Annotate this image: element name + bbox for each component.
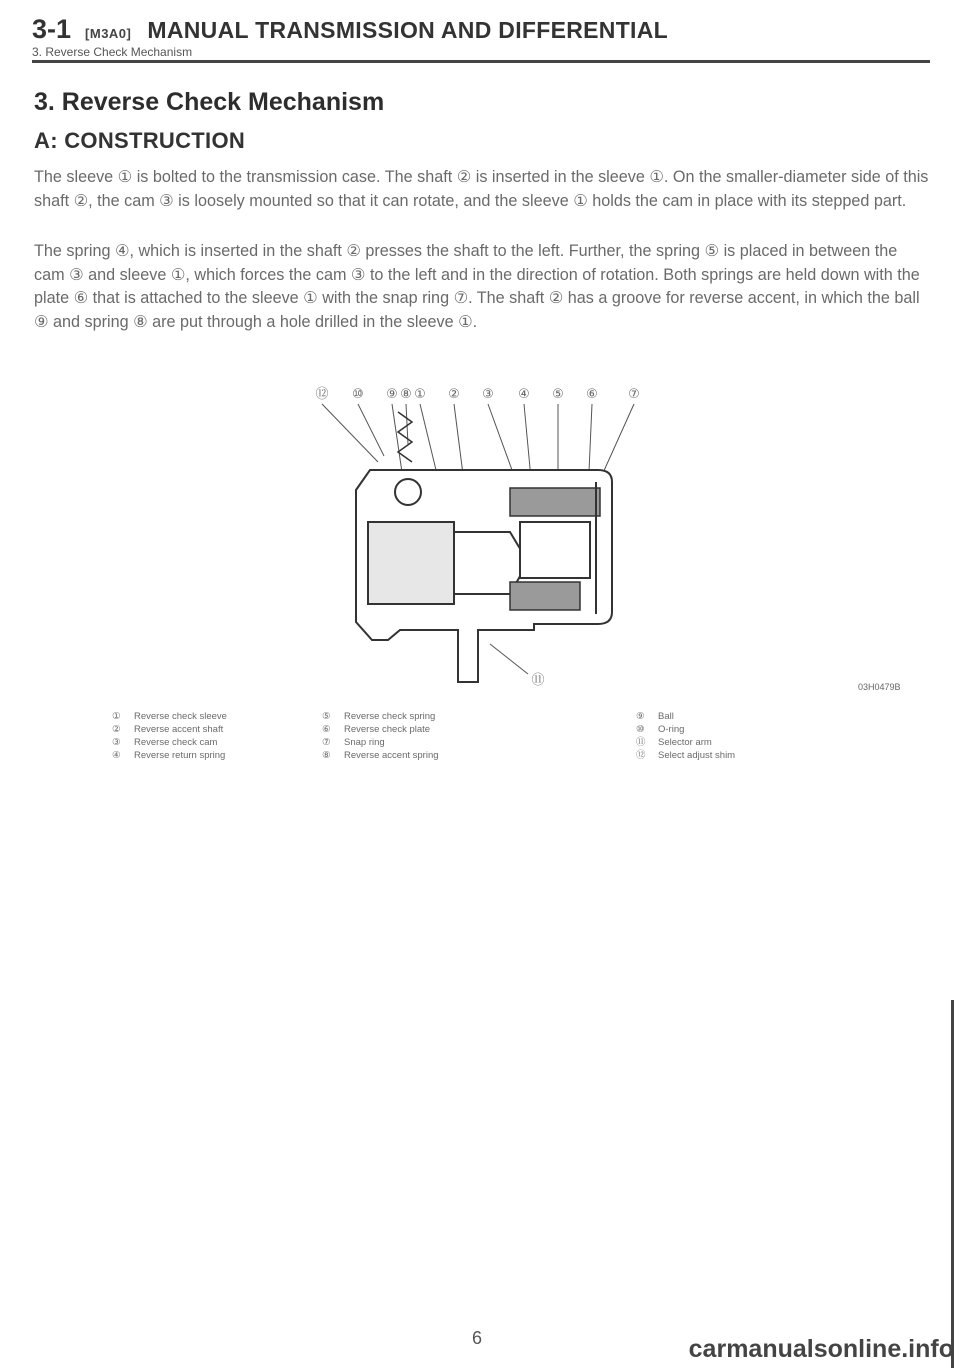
legend-item: ⑫ Select adjust shim (636, 750, 736, 761)
footer-watermark: carmanualsonline.info (688, 1335, 954, 1363)
callout-12: ⑫ (315, 387, 329, 402)
subsection-title: A: CONSTRUCTION (34, 128, 246, 153)
callout-3: ③ (482, 387, 494, 402)
callout-8: ⑧ (400, 387, 412, 402)
legend-item: ⑧ Reverse accent spring (322, 750, 439, 761)
callout-5: ⑤ (552, 387, 564, 402)
legend-column-2 (322, 710, 439, 762)
section-title: 3. Reverse Check Mechanism (34, 88, 385, 116)
callout-6: ⑥ (586, 387, 598, 402)
legend-column-1 (112, 710, 227, 762)
page-number: 6 (472, 1328, 483, 1348)
legend-item: ⑦ Snap ring (322, 737, 385, 748)
legend-item: ① Reverse check sleeve (112, 711, 227, 722)
legend-item: ⑥ Reverse check plate (322, 724, 431, 735)
callout-1: ① (414, 387, 426, 402)
header-rule (32, 60, 930, 63)
figure-code: 03H0479B (858, 682, 901, 692)
manual-title: MANUAL TRANSMISSION AND DIFFERENTIAL (147, 17, 668, 43)
callout-4: ④ (518, 387, 530, 402)
callout-11: ⑪ (531, 673, 545, 688)
legend-column-3 (636, 710, 735, 762)
legend-item: ⑤ Reverse check spring (322, 711, 436, 722)
legend-item: ② Reverse accent shaft (112, 724, 224, 735)
legend-item: ⑩ O-ring (636, 724, 685, 735)
callout-9: ⑨ (386, 387, 398, 402)
legend-item: ⑨ Ball (636, 711, 674, 722)
ball (395, 479, 421, 505)
page-reference: 3-1 (32, 14, 72, 44)
paragraph-1: The sleeve ① is bolted to the transmission case. The shaft ② is inserted in the sleeve ①. On the smaller-diameter side of this shaft ②, the cam ③ is loosely mounted so that it can rotate, and the sleeve ① holds the cam in place with its stepped part. (34, 168, 929, 210)
reverse-accent-spring (398, 412, 412, 462)
page-header (32, 14, 928, 59)
paragraph-2: The spring ④, which is inserted in the shaft ② presses the shaft to the left. Further, the spring ⑤ is placed in between the cam ③ and sleeve ①, which forces the cam ③ to the left and in the direction of rotation. Both springs are held down with the plate ⑥ that is attached to the sleeve ① with the snap ring ⑦. The shaft ② has a groove for reverse accent, in which the ball ⑨ and spring ⑧ are put through a hole drilled in the sleeve ①. (34, 242, 920, 331)
callout-10: ⑩ (352, 387, 364, 402)
callout-7: ⑦ (628, 387, 640, 402)
header-subtitle: 3. Reverse Check Mechanism (32, 45, 193, 59)
shaft-bore (368, 522, 454, 604)
section-code: [M3A0] (85, 26, 132, 41)
scan-edge-line (951, 1000, 954, 1368)
legend-item: ⑪ Selector arm (636, 737, 712, 748)
legend-item: ③ Reverse check cam (112, 737, 218, 748)
cam-body (520, 522, 590, 578)
cam-lower (510, 582, 580, 610)
callout-2: ② (448, 387, 460, 402)
construction-diagram (300, 382, 660, 702)
reverse-check-cam (510, 488, 600, 516)
legend-item: ④ Reverse return spring (112, 750, 226, 761)
